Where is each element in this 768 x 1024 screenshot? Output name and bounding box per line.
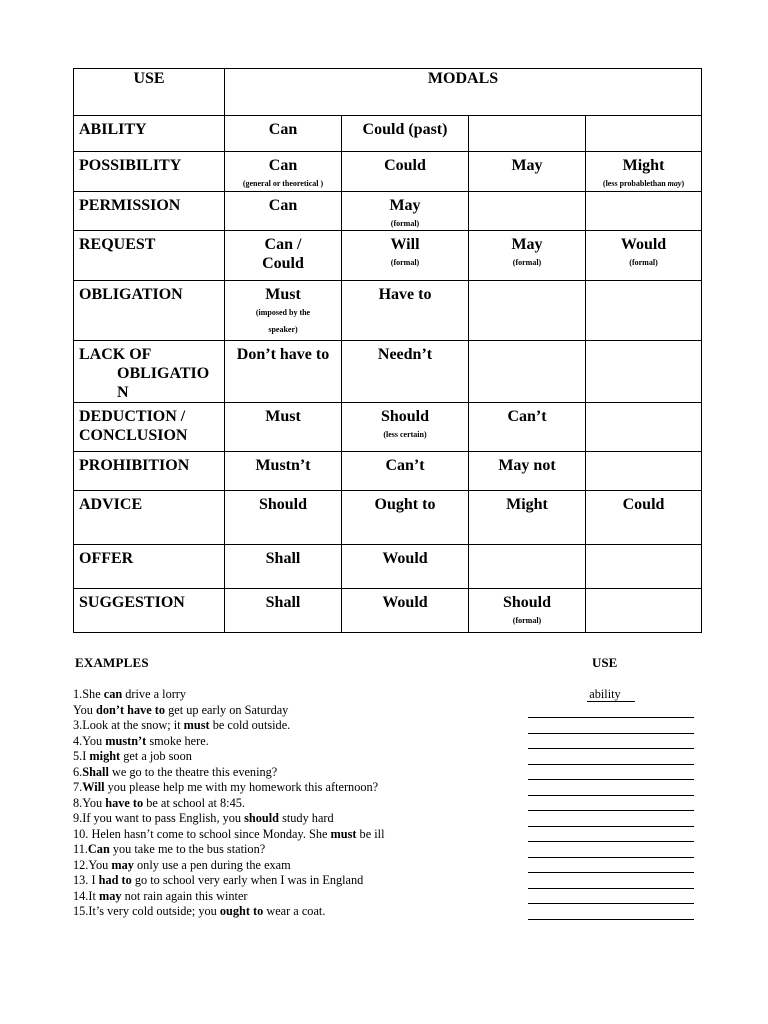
sentence-modal: may — [111, 857, 134, 872]
modal-note: (imposed by the — [255, 308, 311, 317]
modal-cell — [469, 491, 586, 545]
answers-list — [528, 687, 694, 920]
modal-verb: Needn’t — [377, 346, 433, 363]
table-row — [74, 589, 702, 633]
modal-verb: May — [389, 197, 421, 214]
answer-blank[interactable] — [528, 718, 694, 734]
sentence-text: smoke here. — [146, 733, 209, 748]
modal-cell — [469, 545, 586, 589]
table-row — [74, 116, 702, 152]
modal-cell — [225, 281, 342, 341]
sentence-modal: had to — [98, 873, 132, 887]
answer-blank[interactable] — [528, 780, 694, 796]
modal-cell — [342, 491, 469, 545]
example-sentence — [73, 889, 533, 905]
modal-verb: Will — [390, 236, 420, 253]
sentence-text: 10. Helen hasn’t come to school since Monday. She — [73, 826, 331, 841]
sentence-text: 4.You — [73, 733, 106, 748]
modal-cell — [342, 192, 469, 231]
answer-blank[interactable] — [528, 811, 694, 827]
modal-verb: Can / — [264, 236, 302, 253]
use-cell — [74, 491, 225, 545]
modal-cell — [225, 589, 342, 633]
modal-cell — [225, 192, 342, 231]
modal-verb: Could — [622, 496, 665, 513]
example-sentence — [73, 687, 533, 703]
example-sentence — [73, 796, 533, 812]
sentence-modal: should — [244, 811, 279, 825]
answer-blank[interactable] — [528, 703, 694, 719]
sentence-text: not rain again this winter — [121, 888, 248, 903]
example-sentence — [73, 718, 533, 734]
modal-verb: Can — [268, 121, 298, 138]
example-sentence — [73, 780, 533, 796]
modal-verb: Don’t have to — [236, 346, 330, 363]
modal-verb: Must — [265, 286, 301, 303]
use-cell — [74, 192, 225, 231]
sentence-text: 5.I — [73, 749, 90, 763]
sentence-text: drive a lorry — [122, 687, 187, 701]
sentence-modal: Shall — [82, 764, 109, 779]
modal-cell — [342, 403, 469, 452]
sentence-text: 11. — [73, 842, 88, 856]
example-sentence — [73, 703, 533, 719]
answer-blank[interactable] — [528, 889, 694, 905]
modal-cell — [342, 589, 469, 633]
example-sentence — [73, 827, 533, 843]
sentence-text: 9.If you want to pass English, you — [73, 811, 245, 825]
use-cell — [74, 545, 225, 589]
modal-note: (general or theoretical ) — [242, 179, 324, 188]
modal-verb: Can’t — [385, 457, 425, 474]
example-sentence — [73, 858, 533, 874]
modal-verb: May — [511, 157, 543, 174]
sentence-text: study hard — [279, 811, 334, 825]
sentence-text: 8.You — [73, 795, 106, 810]
sentence-text: you take me to the bus station? — [109, 842, 266, 856]
example-sentence — [73, 842, 533, 858]
sentence-text: wear a coat. — [263, 904, 326, 918]
modal-verb: Might — [506, 496, 548, 513]
sentence-text: only use a pen during the exam — [133, 857, 291, 872]
modal-cell — [469, 192, 586, 231]
modal-cell — [225, 341, 342, 403]
table-row — [74, 341, 702, 403]
sentence-text: be ill — [356, 826, 385, 841]
modal-note-text: ) — [681, 179, 685, 188]
modal-cell — [469, 341, 586, 403]
modal-cell — [225, 231, 342, 281]
modal-cell — [586, 231, 702, 281]
sentence-text: 14.It — [73, 888, 99, 903]
sentence-text: get up early on Saturday — [165, 702, 289, 717]
modal-note: (formal) — [512, 616, 542, 625]
modal-cell — [225, 452, 342, 491]
modal-cell — [469, 403, 586, 452]
modal-cell — [225, 116, 342, 152]
sentence-text: get a job soon — [120, 749, 192, 763]
table-row — [74, 192, 702, 231]
sentence-text: 12.You — [73, 857, 112, 872]
modal-cell — [469, 452, 586, 491]
use-label: OFFER — [79, 550, 134, 567]
use-cell — [74, 281, 225, 341]
modal-cell — [469, 231, 586, 281]
use-label: DEDUCTION / — [79, 408, 186, 425]
modal-verb: May — [511, 236, 543, 253]
modal-cell — [586, 452, 702, 491]
modal-cell — [469, 281, 586, 341]
modal-cell — [225, 152, 342, 192]
examples-list — [73, 687, 533, 920]
use-label-line2: CONCLUSION — [79, 427, 188, 444]
table-row — [74, 545, 702, 589]
table-row — [74, 491, 702, 545]
modal-verb: Should — [502, 594, 552, 611]
modal-verb: Have to — [378, 286, 432, 303]
modal-note: (formal) — [390, 219, 420, 228]
modal-cell — [586, 116, 702, 152]
answer-text: ability — [587, 687, 634, 702]
modal-verb: Shall — [265, 594, 301, 611]
answer-blank[interactable] — [528, 796, 694, 812]
use-column-header: USE — [74, 69, 225, 116]
sentence-text: we go to the theatre this evening? — [108, 764, 278, 779]
sentence-modal: must — [183, 718, 210, 732]
modal-cell — [586, 192, 702, 231]
use-label: PERMISSION — [79, 197, 181, 214]
modal-cell — [586, 589, 702, 633]
modal-cell — [586, 152, 702, 192]
sentence-text: you please help me with my homework this afternoon? — [104, 780, 379, 794]
sentence-modal: Will — [82, 780, 105, 794]
use-label: LACK OF — [79, 346, 152, 363]
sentence-modal: might — [89, 749, 121, 763]
modal-note — [586, 178, 701, 189]
use-label: SUGGESTION — [79, 594, 185, 611]
modal-verb: May not — [498, 457, 556, 474]
modal-verb: Ought to — [374, 496, 436, 513]
modal-verb: Could — [384, 157, 426, 174]
use-cell — [74, 116, 225, 152]
example-sentence — [73, 873, 533, 889]
sentence-modal: can — [103, 687, 123, 701]
table-row — [74, 403, 702, 452]
modal-cell — [342, 116, 469, 152]
sentence-modal: Can — [87, 842, 110, 856]
modal-cell — [342, 341, 469, 403]
sentence-text: 3.Look at the snow; it — [73, 718, 184, 732]
modal-cell — [225, 545, 342, 589]
modal-cell — [586, 491, 702, 545]
modals-column-header: MODALS — [225, 69, 702, 116]
sentence-modal: mustn’t — [105, 733, 147, 748]
answer-blank[interactable] — [528, 765, 694, 781]
sentence-modal: may — [98, 888, 122, 903]
use-label: OBLIGATION — [79, 286, 183, 303]
modal-cell — [342, 452, 469, 491]
modal-verb: Would — [620, 236, 667, 253]
example-sentence — [73, 749, 533, 765]
table-row — [74, 231, 702, 281]
sentence-modal: must — [330, 826, 357, 841]
sentence-modal: have to — [105, 795, 144, 810]
modal-cell — [586, 545, 702, 589]
modal-note-text: (less probablethan — [602, 179, 668, 188]
modal-verb: Can — [268, 197, 298, 214]
modal-cell — [586, 403, 702, 452]
answer-blank[interactable] — [528, 749, 694, 765]
answer-blank[interactable] — [528, 904, 694, 920]
answer-blank[interactable] — [528, 873, 694, 889]
modal-cell — [225, 403, 342, 452]
sentence-text: You — [73, 702, 97, 717]
use-cell — [74, 152, 225, 192]
modal-verb: Might — [622, 157, 665, 174]
sentence-text: go to school very early when I was in England — [131, 873, 364, 887]
sentence-text: 1.She — [73, 687, 104, 701]
sentence-text: 6. — [73, 764, 83, 779]
modal-verb: Should — [380, 408, 430, 425]
modal-cell — [586, 341, 702, 403]
table-row — [74, 152, 702, 192]
sentence-text: 13. I — [73, 873, 99, 887]
table-header-row — [74, 69, 702, 116]
example-sentence — [73, 734, 533, 750]
modal-verb: Would — [382, 550, 428, 567]
modal-cell — [342, 281, 469, 341]
example-sentence — [73, 904, 533, 920]
modal-verb: Mustn’t — [255, 457, 311, 474]
modal-verb: Can’t — [507, 408, 547, 425]
sentence-text: be cold outside. — [209, 718, 291, 732]
modal-note-line2: speaker) — [268, 325, 298, 334]
sentence-modal: don’t have to — [96, 702, 166, 717]
use-label-line2: OBLIGATIO — [117, 365, 210, 382]
modal-note-emphasis: may — [667, 179, 682, 188]
modal-note: (less certain) — [383, 430, 427, 439]
modal-cell — [342, 545, 469, 589]
modal-verb: Should — [258, 496, 308, 513]
use-cell — [74, 341, 225, 403]
use-label: ADVICE — [79, 496, 143, 513]
modal-verb: Would — [382, 594, 428, 611]
use-cell — [74, 231, 225, 281]
answer-blank[interactable] — [528, 734, 694, 750]
sentence-text: 15.It’s very cold outside; you — [73, 904, 220, 918]
use-cell — [74, 403, 225, 452]
answer-blank[interactable] — [528, 842, 694, 858]
example-sentence — [73, 765, 533, 781]
sentence-text: be at school at 8:45. — [143, 795, 245, 810]
example-sentence — [73, 811, 533, 827]
answer-blank[interactable] — [528, 827, 694, 843]
sentence-modal: ought to — [219, 904, 264, 918]
use-label: PROHIBITION — [79, 457, 190, 474]
modal-verb-line2: Could — [262, 255, 304, 272]
modal-verb: Shall — [265, 550, 301, 567]
modal-verb: Could (past) — [362, 121, 448, 138]
use-label: ABILITY — [79, 121, 147, 138]
table-row — [74, 452, 702, 491]
use-label-line3: N — [117, 384, 129, 401]
table-row — [74, 281, 702, 341]
modal-cell — [586, 281, 702, 341]
sentence-text: 7. — [73, 780, 83, 794]
modal-cell — [469, 116, 586, 152]
answer-blank[interactable] — [528, 687, 694, 703]
modal-cell — [469, 152, 586, 192]
modal-cell — [469, 589, 586, 633]
use-heading: USE — [592, 655, 618, 670]
modal-note: (formal) — [390, 258, 420, 267]
modal-verb: Can — [268, 157, 298, 174]
modal-cell — [225, 491, 342, 545]
modal-verb: Must — [265, 408, 301, 425]
use-cell — [74, 452, 225, 491]
use-cell — [74, 589, 225, 633]
modal-cell — [342, 152, 469, 192]
use-label: REQUEST — [79, 236, 156, 253]
use-label: POSSIBILITY — [79, 157, 182, 174]
answer-blank[interactable] — [528, 858, 694, 874]
examples-heading: EXAMPLES — [75, 655, 149, 670]
modal-cell — [342, 231, 469, 281]
modal-note: (formal) — [512, 258, 542, 267]
modal-note: (formal) — [629, 258, 658, 267]
modals-table — [73, 68, 702, 633]
